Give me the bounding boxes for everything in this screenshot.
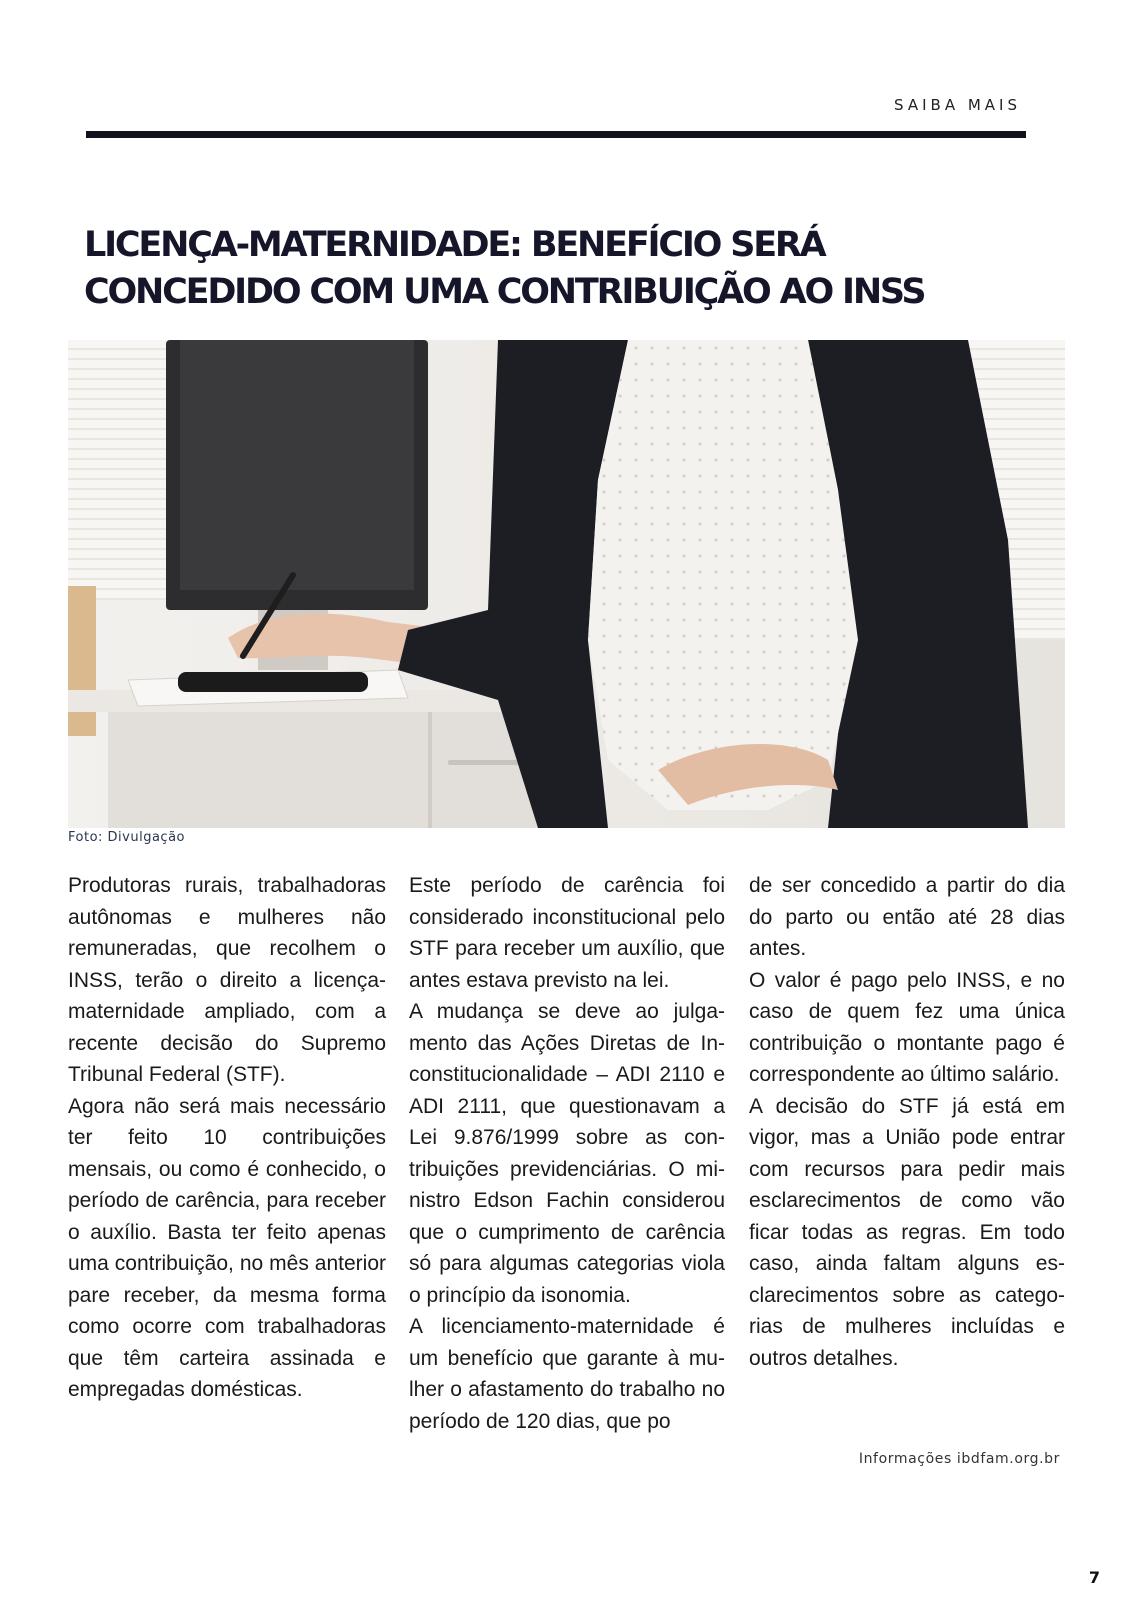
source-credit: Informações ibdfam.org.br [858,1451,1060,1467]
paragraph: A decisão do STF já está em vigor, mas a União pode entrar com recursos para pedir mais esclarecimentos de como vão ficar todas as regras. Em todo caso, ainda faltam alguns esclarecimentos sobre as categorias de mulheres incluídas e outros detalhes. [749,1094,1065,1370]
paragraph: Agora não será mais necessário ter feito 10 contribuições mensais, ou como é conhecido, o período de carência, para receber o auxílio. Basta ter feito apenas uma contribuição, no mês anterior pare receber, da mesma forma como ocorre com trabalhadoras que têm carteira assinada e empregadas domésticas. [68,1094,386,1401]
paragraph: Este período de carência foi considerado inconstitucional pelo STF para receber um auxílio, que antes estava previsto na lei. [409,874,725,992]
article-column-1 [68,870,386,1406]
article-title-line-2: CONCEDIDO COM UMA CONTRIBUIÇÃO AO INSS [84,272,925,312]
article-title-line-1: LICENÇA-MATERNIDADE: BENEFÍCIO SERÁ [84,225,825,265]
paragraph: A mudança se deve ao julgamento das Ações Diretas de Inconstitucionalidade – ADI 2110 e ADI 2111, que questionavam a Lei 9.876/1999 sobre as contribuições previdenciárias. O ministro Edson Fachin considerou que o cumprimento de carência só para algumas categorias viola o princípio da isonomia. [409,1000,725,1307]
photo-caption: Foto: Divulgação [68,830,185,845]
article-photo [68,340,1065,828]
page-number: 7 [1088,1568,1100,1587]
article-title [84,222,1044,316]
paragraph: Produtoras rurais, trabalhadoras autônomas e mulheres não remuneradas, que recolhem o INSS, terão o direito a licença-maternidade ampliado, com a recente decisão do Supremo Tribunal Federal (STF). [68,874,386,1086]
paragraph: A licenciamento-maternidade é um benefício que garante à mulher o afastamento do trabalho no período de 120 dias, que po [409,1315,725,1433]
section-label: SAIBA MAIS [894,96,1021,114]
paragraph: de ser concedido a partir do dia do parto ou então até 28 dias antes. [749,874,1065,960]
paragraph: O valor é pago pelo INSS, e no caso de quem fez uma única contribuição o montante pago é correspondente ao último salário. [749,968,1065,1086]
top-rule [86,131,1026,138]
article-column-3 [749,870,1065,1374]
pregnant-woman-at-desk-illustration [68,340,1065,828]
article-column-2 [409,870,725,1437]
